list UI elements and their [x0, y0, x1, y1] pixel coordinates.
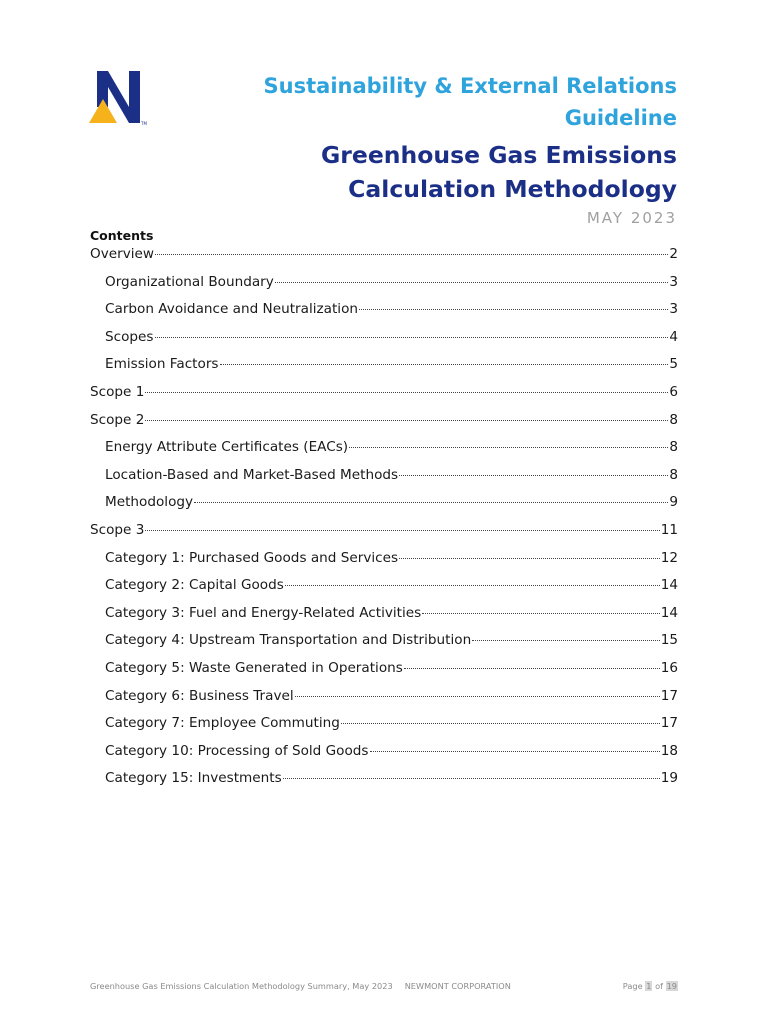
toc-entry-label: Category 7: Employee Commuting	[105, 715, 340, 732]
toc-dot-leader	[145, 420, 668, 421]
toc-entry-page-number: 19	[660, 770, 678, 787]
guideline-title-line2: Guideline	[564, 106, 677, 130]
total-pages-number: 19	[666, 981, 677, 991]
toc-entry-label: Category 1: Purchased Goods and Services	[105, 549, 399, 566]
toc-entry-label: Methodology	[105, 494, 194, 511]
toc-entry-page-number: 12	[660, 549, 678, 566]
toc-entry-page-number: 18	[660, 742, 678, 759]
toc-heading: Contents	[90, 228, 154, 243]
document-header	[157, 70, 677, 229]
document-date: MAY 2023	[586, 209, 677, 227]
toc-entry-page-number: 8	[669, 439, 678, 456]
toc-dot-leader	[220, 364, 669, 365]
toc-entry-page-number: 8	[669, 411, 678, 428]
toc-entry[interactable]	[90, 715, 678, 743]
current-page-number: 1	[646, 981, 652, 991]
toc-entry[interactable]	[90, 384, 678, 412]
toc-list	[90, 246, 678, 798]
toc-entry[interactable]	[90, 439, 678, 467]
toc-entry-label: Scope 2	[90, 411, 145, 428]
toc-entry-label: Category 15: Investments	[105, 770, 282, 787]
toc-entry[interactable]	[90, 660, 678, 688]
toc-entry[interactable]	[90, 356, 678, 384]
toc-entry[interactable]	[90, 246, 678, 274]
toc-dot-leader	[155, 337, 669, 338]
toc-entry-page-number: 14	[660, 577, 678, 594]
toc-entry-label: Organizational Boundary	[105, 273, 274, 290]
toc-entry-label: Location-Based and Market-Based Methods	[105, 466, 399, 483]
newmont-logo	[89, 69, 147, 127]
toc-entry-page-number: 5	[669, 356, 678, 373]
svg-text:TM: TM	[141, 121, 147, 126]
toc-entry[interactable]	[90, 494, 678, 522]
document-title-line1: Greenhouse Gas Emissions	[321, 141, 677, 169]
toc-entry-label: Scope 3	[90, 521, 145, 538]
toc-entry-label: Emission Factors	[105, 356, 219, 373]
toc-entry-label: Energy Attribute Certificates (EACs)	[105, 439, 349, 456]
toc-entry-label: Category 6: Business Travel	[105, 687, 294, 704]
toc-entry-label: Scopes	[105, 328, 154, 345]
table-of-contents	[90, 226, 678, 798]
toc-entry-page-number: 3	[669, 301, 678, 318]
footer-company-name: NEWMONT CORPORATION	[404, 981, 511, 991]
toc-dot-leader	[399, 558, 660, 559]
newmont-n-logo-icon	[89, 69, 147, 127]
toc-entry-page-number: 9	[669, 494, 678, 511]
toc-entry[interactable]	[90, 301, 678, 329]
toc-entry[interactable]	[90, 632, 678, 660]
toc-entry-label: Category 3: Fuel and Energy-Related Activities	[105, 604, 422, 621]
toc-entry-page-number: 4	[669, 328, 678, 345]
toc-dot-leader	[359, 309, 668, 310]
toc-dot-leader	[341, 723, 660, 724]
toc-dot-leader	[399, 475, 668, 476]
toc-entry-label: Overview	[90, 246, 154, 262]
toc-entry[interactable]	[90, 467, 678, 495]
toc-entry-page-number: 8	[669, 466, 678, 483]
toc-entry-page-number: 17	[660, 715, 678, 732]
toc-entry[interactable]	[90, 688, 678, 716]
toc-entry[interactable]	[90, 605, 678, 633]
toc-entry-label: Category 5: Waste Generated in Operations	[105, 659, 403, 676]
page-label: Page	[622, 981, 643, 991]
page-of-label: of	[655, 981, 663, 991]
toc-dot-leader	[295, 696, 660, 697]
toc-entry[interactable]	[90, 274, 678, 302]
toc-entry-label: Carbon Avoidance and Neutralization	[105, 301, 359, 318]
toc-entry[interactable]	[90, 412, 678, 440]
document-title	[157, 138, 677, 206]
toc-entry-page-number: 14	[660, 604, 678, 621]
toc-entry-page-number: 3	[669, 273, 678, 290]
toc-entry-page-number: 6	[669, 383, 678, 400]
toc-entry-page-number: 16	[660, 659, 678, 676]
toc-entry-page-number: 2	[669, 246, 678, 262]
toc-entry[interactable]	[90, 522, 678, 550]
toc-entry-page-number: 15	[660, 632, 678, 649]
toc-entry[interactable]	[90, 770, 678, 798]
toc-entry-page-number: 11	[660, 521, 678, 538]
toc-dot-leader	[349, 447, 668, 448]
toc-entry-label: Category 10: Processing of Sold Goods	[105, 742, 369, 759]
toc-dot-leader	[155, 254, 668, 255]
toc-dot-leader	[283, 778, 660, 779]
toc-dot-leader	[370, 751, 660, 752]
toc-entry[interactable]	[90, 577, 678, 605]
document-title-line2: Calculation Methodology	[348, 175, 677, 203]
toc-dot-leader	[145, 392, 668, 393]
toc-dot-leader	[145, 530, 659, 531]
guideline-title-line1: Sustainability & External Relations	[263, 74, 677, 98]
toc-dot-leader	[422, 613, 659, 614]
toc-entry-page-number: 17	[660, 687, 678, 704]
toc-dot-leader	[194, 502, 668, 503]
guideline-title	[157, 70, 677, 134]
toc-entry[interactable]	[90, 550, 678, 578]
toc-dot-leader	[275, 282, 669, 283]
toc-dot-leader	[472, 640, 660, 641]
footer-document-name: Greenhouse Gas Emissions Calculation Methodology Summary, May 2023	[90, 981, 393, 991]
toc-dot-leader	[404, 668, 660, 669]
page-number	[623, 981, 678, 991]
toc-entry[interactable]	[90, 329, 678, 357]
toc-entry-label: Category 4: Upstream Transportation and Distribution	[105, 632, 472, 649]
footer-left	[90, 981, 511, 991]
toc-entry-label: Scope 1	[90, 383, 145, 400]
toc-entry[interactable]	[90, 743, 678, 771]
toc-dot-leader	[285, 585, 660, 586]
toc-entry-label: Category 2: Capital Goods	[105, 577, 284, 594]
